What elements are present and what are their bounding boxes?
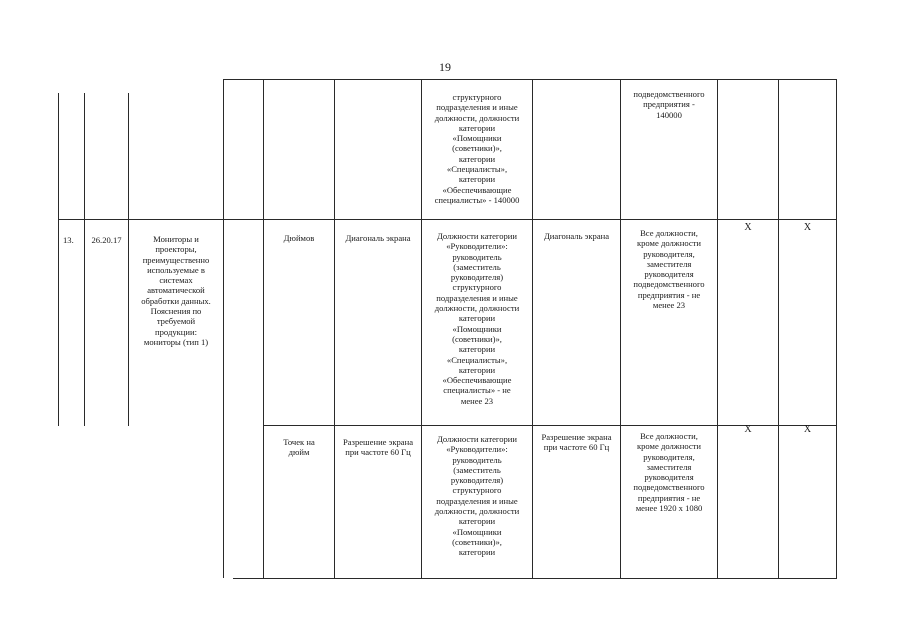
grid-line	[532, 79, 533, 578]
unit-cell: Дюймов	[283, 233, 315, 243]
page-number: 19	[439, 60, 451, 74]
x-mark: X	[744, 222, 752, 233]
x-mark: X	[803, 222, 812, 233]
grid-line	[717, 79, 718, 578]
grid-line	[334, 79, 335, 578]
subordinate-cell: Все должности, кроме должности руководителя, заместителя руководителя подведомственного предприятия - не менее 23	[633, 228, 705, 311]
grid-line	[233, 578, 837, 579]
grid-line	[263, 79, 264, 578]
x-mark: X	[744, 424, 752, 435]
grid-line	[58, 219, 837, 220]
item-number: 13.	[63, 235, 74, 245]
characteristic-cell: Разрешение экрана при частоте 60 Гц	[541, 432, 612, 453]
requirement-cell: Должности категории «Руководители»: руководитель (заместитель руководителя) структурного подразделения и иные должности, должности категории «Помощники (советники)», категории	[434, 434, 520, 558]
grid-line	[778, 79, 779, 578]
characteristic-cell: Диагональ экрана	[543, 231, 610, 241]
grid-line	[223, 79, 224, 578]
requirement-cell: Должности категории «Руководители»: руководитель (заместитель руководителя) структурного подразделения и иные должности, должности категории «Помощники (советники)», категории «Специалисты», категории «Обеспечивающие специалисты» - не менее 23	[434, 231, 520, 406]
requirement-cell-continued: структурного подразделения и иные должности, должности категории «Помощники (советники)», категории «Специалисты», категории «Обеспечивающие специалисты» - 140000	[434, 92, 520, 205]
characteristic-cell: Диагональ экрана	[345, 233, 411, 243]
grid-line	[836, 79, 837, 578]
unit-cell: Точек на дюйм	[283, 437, 315, 458]
grid-line	[84, 93, 85, 426]
product-name: Мониторы и проекторы, преимущественно используемые в системах автоматической обработки данных. Пояснения по требуемой продукции: мониторы (тип 1)	[141, 234, 211, 347]
subordinate-cell-continued: подведомственного предприятия - 140000	[633, 89, 705, 120]
characteristic-cell: Разрешение экрана при частоте 60 Гц	[342, 437, 414, 458]
grid-line	[223, 79, 837, 80]
grid-line	[58, 93, 59, 426]
x-mark: X	[803, 424, 812, 435]
subordinate-cell: Все должности, кроме должности руководителя, заместителя руководителя подведомственного предприятия - не менее 1920 х 1080	[633, 431, 705, 514]
okpd-code: 26.20.17	[91, 235, 122, 245]
